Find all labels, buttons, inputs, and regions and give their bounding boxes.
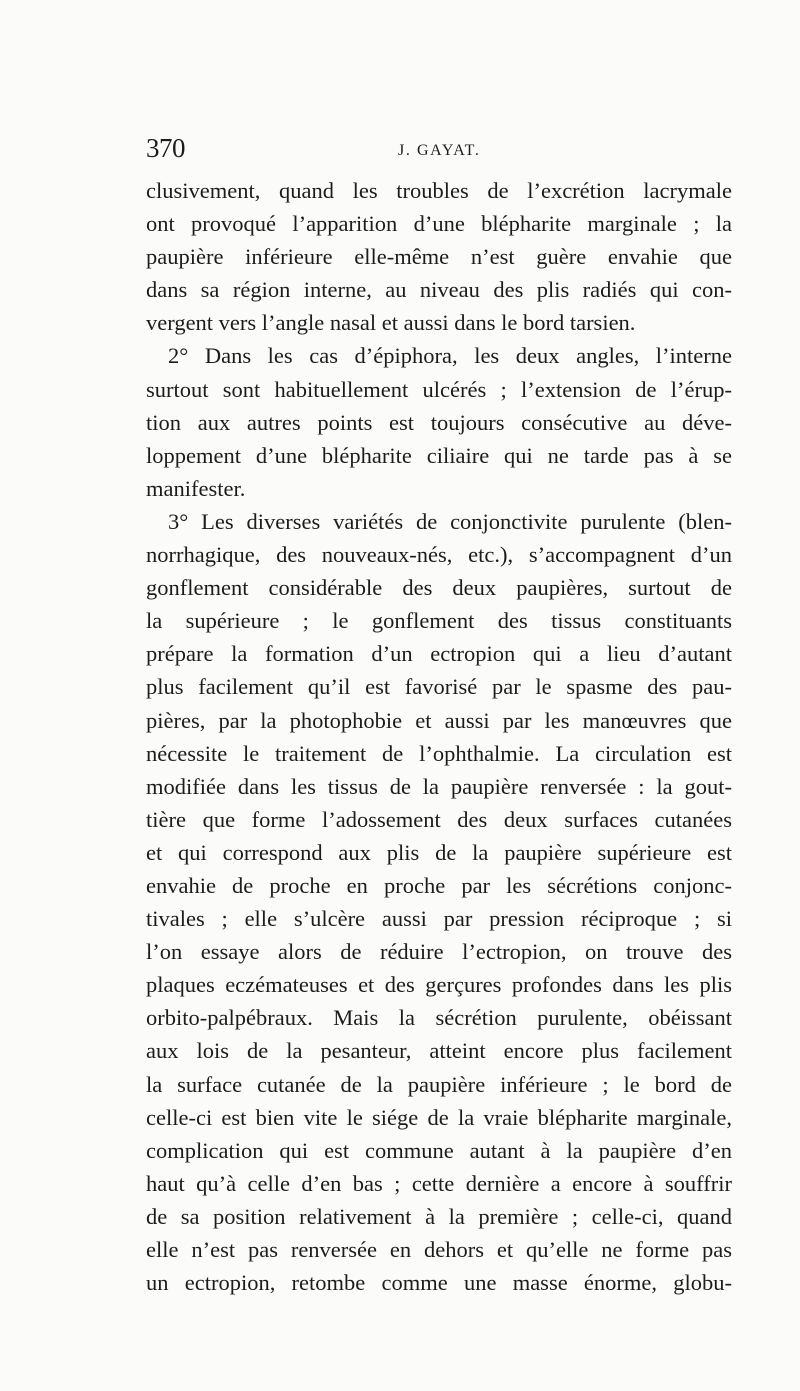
- text-line: tivales ; elle s’ulcère aussi par pression réciproque ; si: [146, 906, 732, 932]
- text-line: tion aux autres points est toujours consécutive au déve-: [146, 409, 732, 435]
- text-line: pières, par la photophobie et aussi par les manœuvres que: [146, 707, 732, 733]
- text-line: la surface cutanée de la paupière inférieure ; le bord de: [146, 1071, 732, 1097]
- text-line: ont provoqué l’apparition d’une blépharite marginale ; la: [146, 211, 732, 237]
- text-line: 3° Les diverses variétés de conjonctivite purulente (blen-: [168, 508, 732, 534]
- body-text: [146, 174, 732, 1299]
- text-line: paupière inférieure elle-même n’est guère envahie que: [146, 244, 732, 270]
- text-line: gonflement considérable des deux paupières, surtout de: [146, 575, 732, 601]
- text-line: envahie de proche en proche par les sécrétions conjonc-: [146, 872, 732, 898]
- text-line: orbito-palpébraux. Mais la sécrétion purulente, obéissant: [146, 1005, 732, 1031]
- text-line: 2° Dans les cas d’épiphora, les deux angles, l’interne: [168, 343, 732, 369]
- text-line: nécessite le traitement de l’ophthalmie. La circulation est: [146, 740, 732, 766]
- running-head: J. GAYAT.: [398, 142, 481, 159]
- text-line: aux lois de la pesanteur, atteint encore plus facilement: [146, 1038, 732, 1064]
- text-line: loppement d’une blépharite ciliaire qui ne tarde pas à se: [146, 442, 732, 468]
- text-line: plaques eczémateuses et des gerçures profondes dans les plis: [146, 972, 732, 998]
- page-number: 370: [146, 133, 185, 163]
- text-line: dans sa région interne, au niveau des plis radiés qui con-: [146, 277, 732, 303]
- text-line: et qui correspond aux plis de la paupière supérieure est: [146, 839, 732, 865]
- text-line: complication qui est commune autant à la paupière d’en: [146, 1137, 732, 1163]
- text-line: de sa position relativement à la première ; celle-ci, quand: [146, 1203, 732, 1229]
- text-line: plus facilement qu’il est favorisé par le spasme des pau-: [146, 674, 732, 700]
- text-line: elle n’est pas renversée en dehors et qu’elle ne forme pas: [146, 1237, 732, 1262]
- text-line: un ectropion, retombe comme une masse énorme, globu-: [146, 1270, 732, 1296]
- text-line: vergent vers l’angle nasal et aussi dans le bord tarsien.: [146, 310, 636, 336]
- text-line: surtout sont habituellement ulcérés ; l’extension de l’érup-: [146, 376, 732, 402]
- text-line: celle-ci est bien vite le siége de la vraie blépharite marginale,: [146, 1104, 732, 1130]
- text-line: manifester.: [146, 475, 246, 501]
- text-line: prépare la formation d’un ectropion qui a lieu d’autant: [146, 641, 732, 667]
- text-line: tière que forme l’adossement des deux surfaces cutanées: [146, 806, 732, 832]
- text-line: la supérieure ; le gonflement des tissus constituants: [146, 608, 732, 634]
- text-line: haut qu’à celle d’en bas ; cette dernière a encore à souffrir: [146, 1170, 732, 1196]
- text-line: l’on essaye alors de réduire l’ectropion, on trouve des: [146, 939, 732, 965]
- text-line: modifiée dans les tissus de la paupière renversée : la gout-: [146, 773, 732, 799]
- page-header: [146, 132, 732, 172]
- text-line: clusivement, quand les troubles de l’excrétion lacrymale: [146, 178, 732, 203]
- text-line: norrhagique, des nouveaux-nés, etc.), s’accompagnent d’un: [146, 542, 732, 568]
